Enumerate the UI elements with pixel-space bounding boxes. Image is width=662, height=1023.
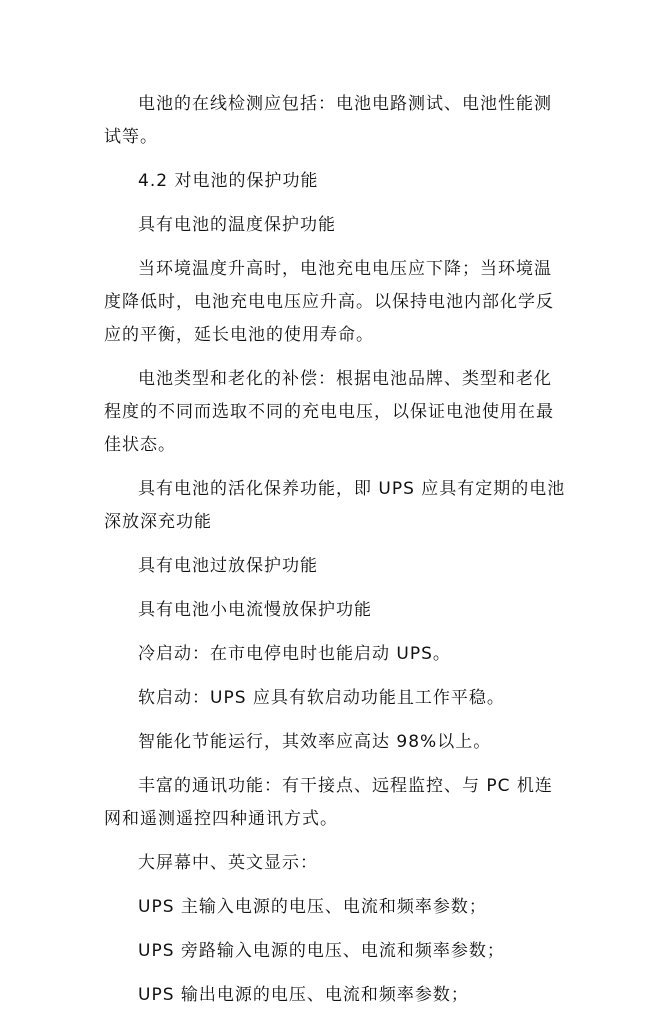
paragraph-bypass-input-params: UPS 旁路输入电源的电压、电流和频率参数； (138, 941, 505, 961)
paragraph-cold-start: 冷启动：在市电停电时也能启动 UPS。 (138, 644, 451, 664)
paragraph-activation-maintenance: 具有电池的活化保养功能，即 UPS 应具有定期的电池深放深充功能 (104, 479, 566, 532)
paragraph-communication: 丰富的通讯功能：有干接点、远程监控、与 PC 机连网和遥测遥控四种通讯方式。 (104, 776, 553, 829)
paragraph-temperature-protection: 具有电池的温度保护功能 (138, 215, 336, 235)
paragraph-over-discharge-protection: 具有电池过放保护功能 (138, 556, 318, 576)
section-heading-battery-protection: 4.2 对电池的保护功能 (138, 171, 319, 191)
paragraph-aging-compensation: 电池类型和老化的补偿：根据电池品牌、类型和老化程度的不同而选取不同的充电电压，以保证电池使用在最佳状态。 (104, 369, 554, 455)
paragraph-main-input-params: UPS 主输入电源的电压、电流和频率参数； (138, 897, 487, 917)
paragraph-soft-start: 软启动：UPS 应具有软启动功能且工作平稳。 (138, 688, 505, 708)
paragraph-energy-saving: 智能化节能运行，其效率应高达 98%以上。 (138, 732, 492, 752)
paragraph-output-params: UPS 输出电源的电压、电流和频率参数； (138, 985, 469, 1005)
paragraph-temperature-voltage: 当环境温度升高时，电池充电电压应下降；当环境温度降低时，电池充电电压应升高。以保持电池内部化学反应的平衡，延长电池的使用寿命。 (104, 259, 554, 345)
paragraph-online-battery-test: 电池的在线检测应包括：电池电路测试、电池性能测试等。 (104, 94, 552, 147)
document-content (104, 88, 566, 1023)
paragraph-small-current-protection: 具有电池小电流慢放保护功能 (138, 600, 372, 620)
paragraph-display: 大屏幕中、英文显示： (138, 853, 318, 873)
